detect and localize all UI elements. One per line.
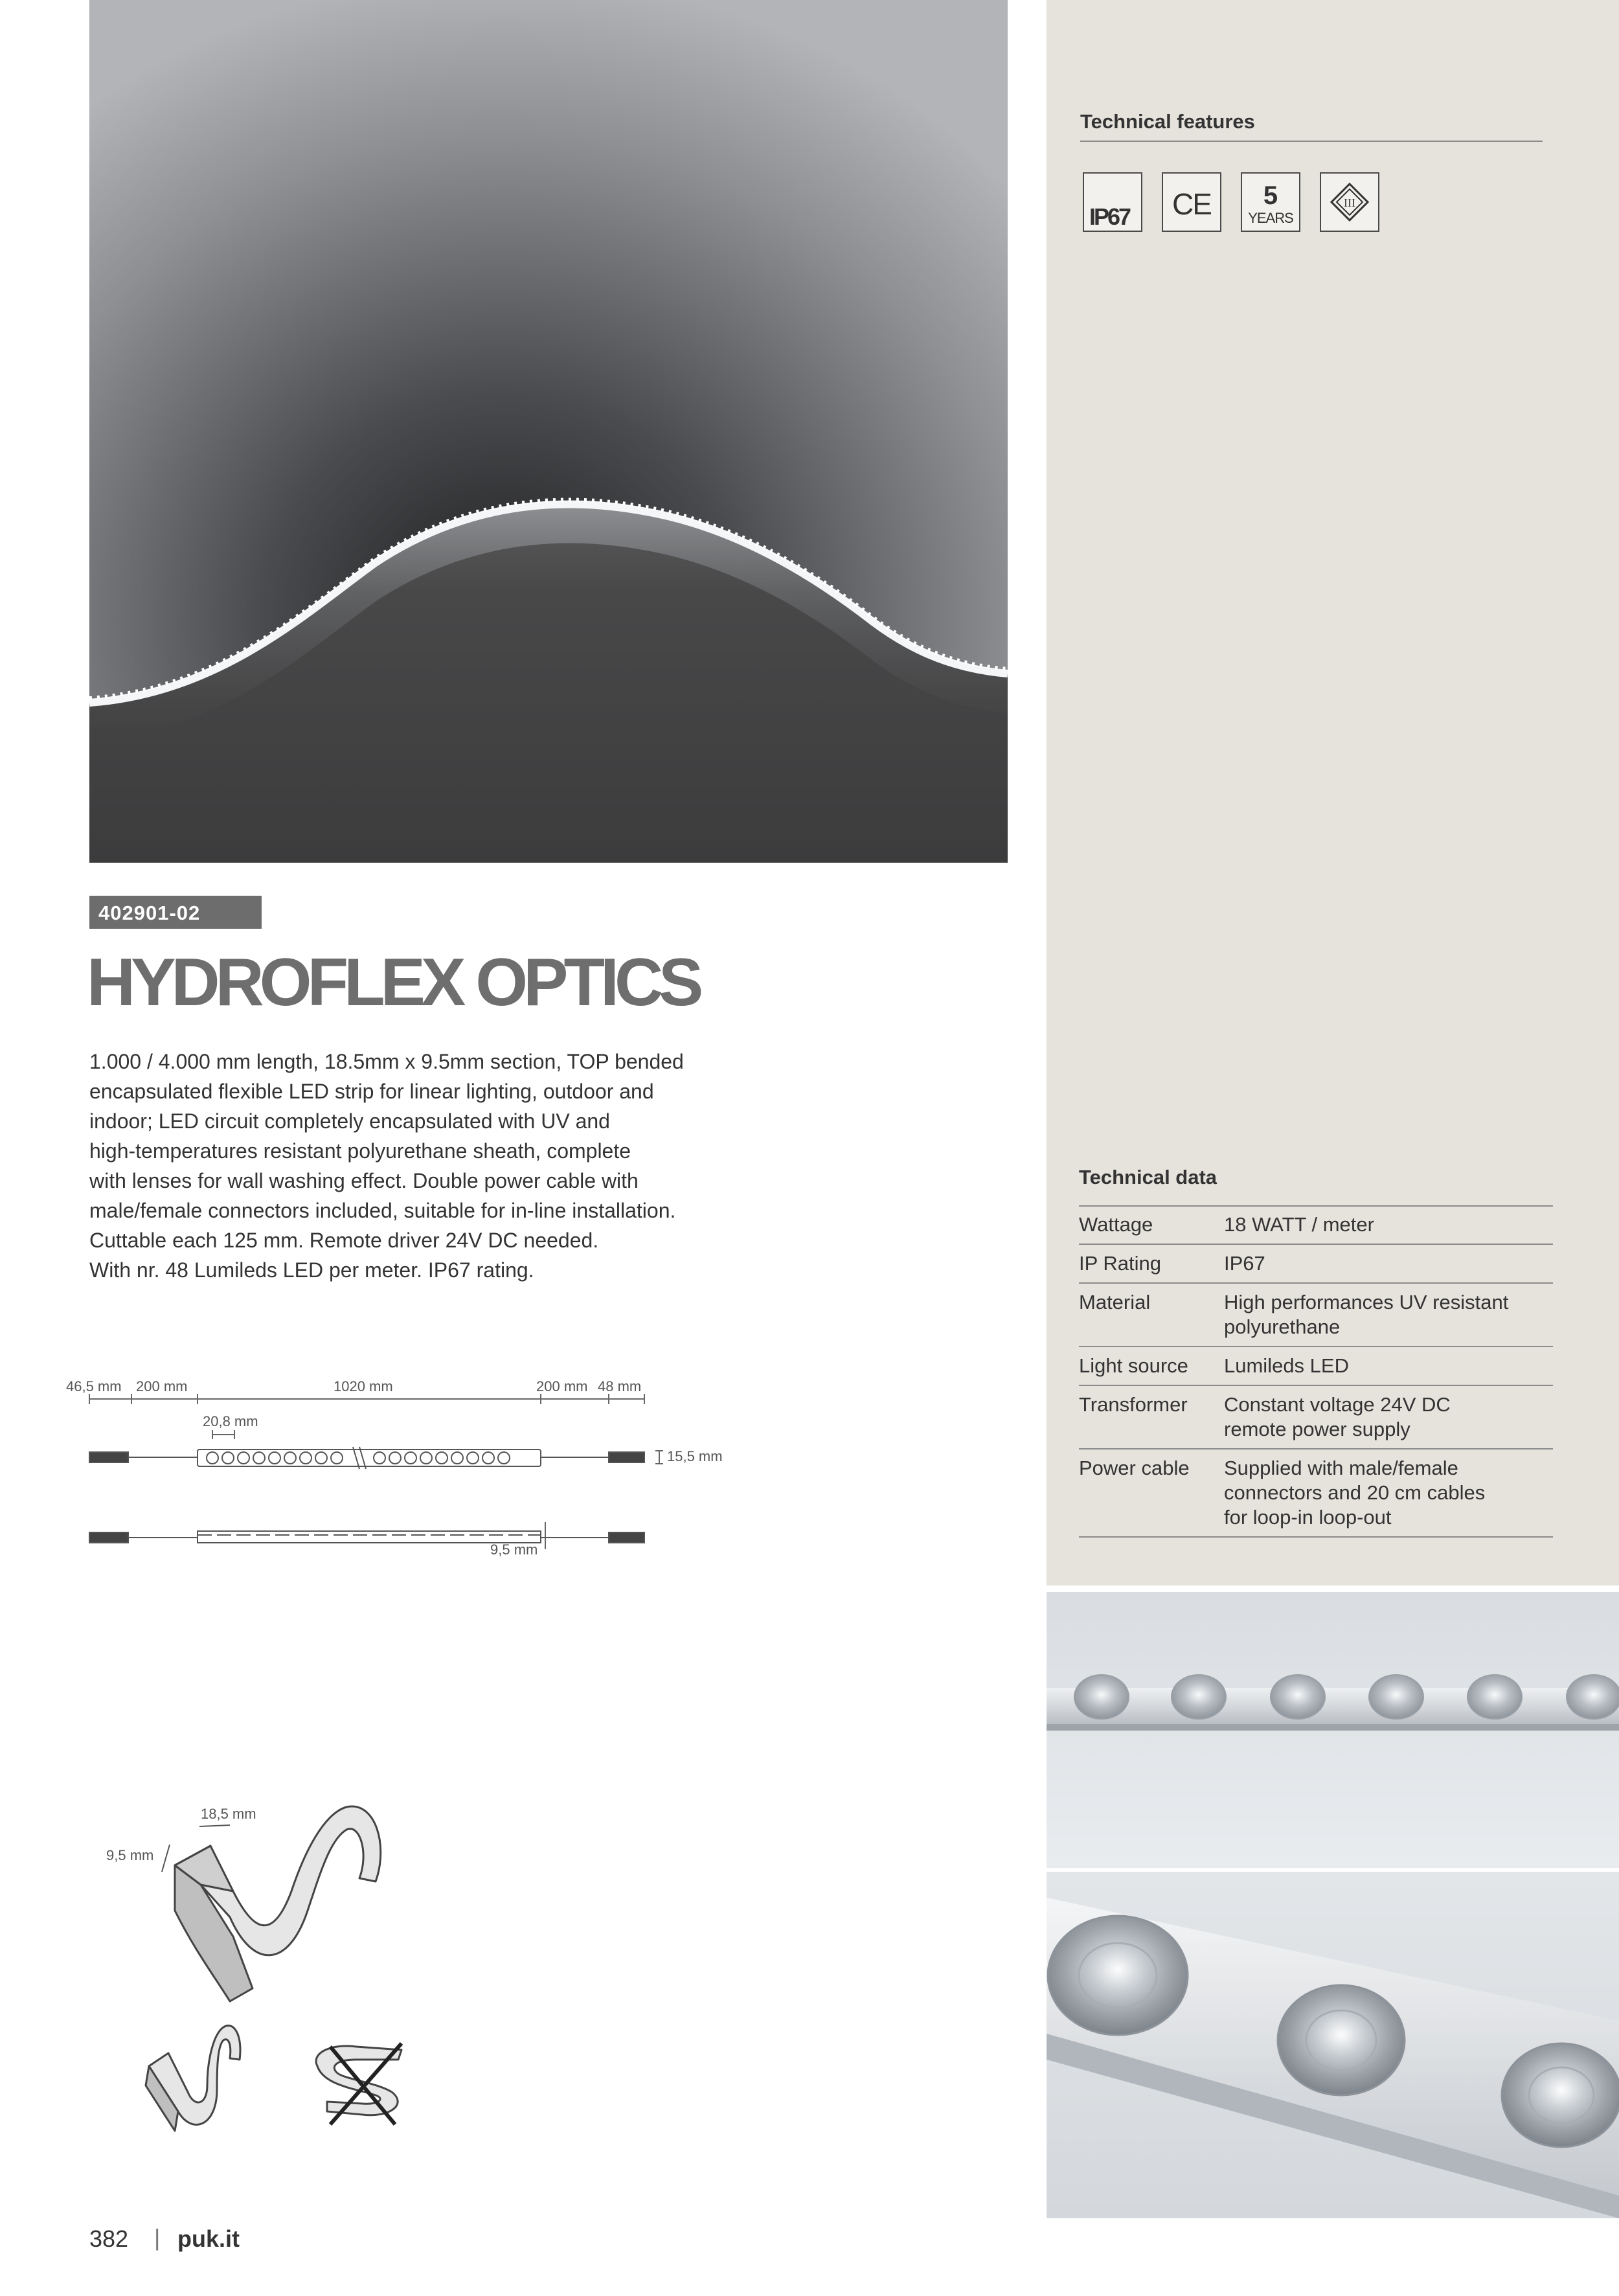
tech-data-value-line: remote power supply [1224, 1418, 1410, 1440]
tech-data-value-line: Constant voltage 24V DC [1224, 1393, 1451, 1416]
bending-diagram [97, 1788, 460, 2137]
dim-section-width: 18,5 mm [201, 1806, 256, 1822]
tech-data-value [1224, 1283, 1553, 1347]
technical-data-heading: Technical data [1079, 1166, 1217, 1188]
technical-data-table [1079, 1206, 1553, 1538]
ip67-badge [1083, 172, 1142, 232]
tech-data-value-line: 18 WATT / meter [1224, 1213, 1374, 1236]
product-code: 402901-02 [98, 902, 201, 924]
hero-photo [89, 0, 1008, 863]
tech-data-key: IP Rating [1079, 1252, 1161, 1275]
tech-data-row [1079, 1385, 1553, 1449]
class-iii-icon [1321, 174, 1378, 231]
tech-data-value-line: Supplied with male/female [1224, 1457, 1458, 1479]
description-line: indoor; LED circuit completely encapsulated with UV and [89, 1109, 610, 1133]
tech-data-value [1224, 1449, 1553, 1537]
warranty-unit: YEARS [1248, 210, 1293, 226]
dim-height: 15,5 mm [667, 1448, 723, 1464]
description-line: encapsulated flexible LED strip for linear lighting, outdoor and [89, 1080, 654, 1103]
tech-data-value-line: Lumileds LED [1224, 1354, 1349, 1377]
description-line: with lenses for wall washing effect. Double power cable with [89, 1169, 639, 1192]
dim-section-height: 9,5 mm [106, 1847, 154, 1863]
page-number: 382 [89, 2225, 129, 2252]
tech-data-value [1224, 1244, 1553, 1283]
tech-data-value [1224, 1347, 1553, 1385]
tech-data-value [1224, 1385, 1553, 1449]
tech-data-value-line: connectors and 20 cm cables [1224, 1481, 1486, 1504]
product-description [89, 1047, 776, 1285]
dim-lead-left: 46,5 mm [66, 1378, 122, 1394]
tech-data-key: Light source [1079, 1354, 1188, 1377]
product-title: HYDROFLEX OPTICS [87, 945, 699, 1020]
description-line: Cuttable each 125 mm. Remote driver 24V DC needed. [89, 1229, 599, 1252]
tech-data-key: Material [1079, 1291, 1151, 1313]
ce-mark-label: CE [1172, 187, 1211, 221]
ce-mark-badge [1162, 172, 1221, 232]
description-line: With nr. 48 Lumileds LED per meter. IP67 rating. [89, 1258, 534, 1282]
description-line: 1.000 / 4.000 mm length, 18.5mm x 9.5mm section, TOP bended [89, 1050, 684, 1073]
tech-data-key: Power cable [1079, 1457, 1190, 1479]
tech-data-value-line: IP67 [1224, 1252, 1265, 1275]
tech-data-value-line: High performances UV resistant [1224, 1291, 1509, 1313]
tech-data-key: Wattage [1079, 1213, 1153, 1236]
dim-thickness: 9,5 mm [490, 1541, 538, 1558]
tech-data-row [1079, 1449, 1553, 1537]
technical-features-heading: Technical features [1080, 110, 1255, 133]
description-line: high-temperatures resistant polyurethane sheath, complete [89, 1139, 631, 1163]
footer-separator: | [154, 2224, 161, 2251]
ip67-badge-label: IP67 [1089, 203, 1130, 230]
dim-cable-right: 200 mm [536, 1378, 588, 1394]
description-line: male/female connectors included, suitable for in-line installation. [89, 1199, 676, 1222]
dim-cable-left: 200 mm [136, 1378, 188, 1394]
warranty-number: 5 [1263, 181, 1278, 210]
tech-data-key: Transformer [1079, 1393, 1188, 1416]
tech-data-value-line: for loop-in loop-out [1224, 1506, 1392, 1529]
tech-data-value [1224, 1206, 1553, 1244]
tech-data-row [1079, 1206, 1553, 1244]
dim-led-pitch: 20,8 mm [203, 1413, 258, 1429]
class-iii-badge [1320, 172, 1379, 232]
website-link[interactable]: puk.it [177, 2225, 240, 2252]
dim-lead-right: 48 mm [598, 1378, 642, 1394]
tech-data-value-line: polyurethane [1224, 1315, 1341, 1338]
led-strip-photo-closeup [1047, 1872, 1619, 2218]
features-divider [1080, 141, 1543, 142]
tech-data-row [1079, 1283, 1553, 1347]
dimension-drawing [65, 1367, 725, 1561]
tech-data-row [1079, 1347, 1553, 1385]
tech-data-row [1079, 1244, 1553, 1283]
warranty-badge [1241, 172, 1300, 232]
dim-strip-length: 1020 mm [334, 1378, 393, 1394]
led-strip-photo-side [1047, 1592, 1619, 1868]
class-iii-label: III [1344, 196, 1355, 209]
